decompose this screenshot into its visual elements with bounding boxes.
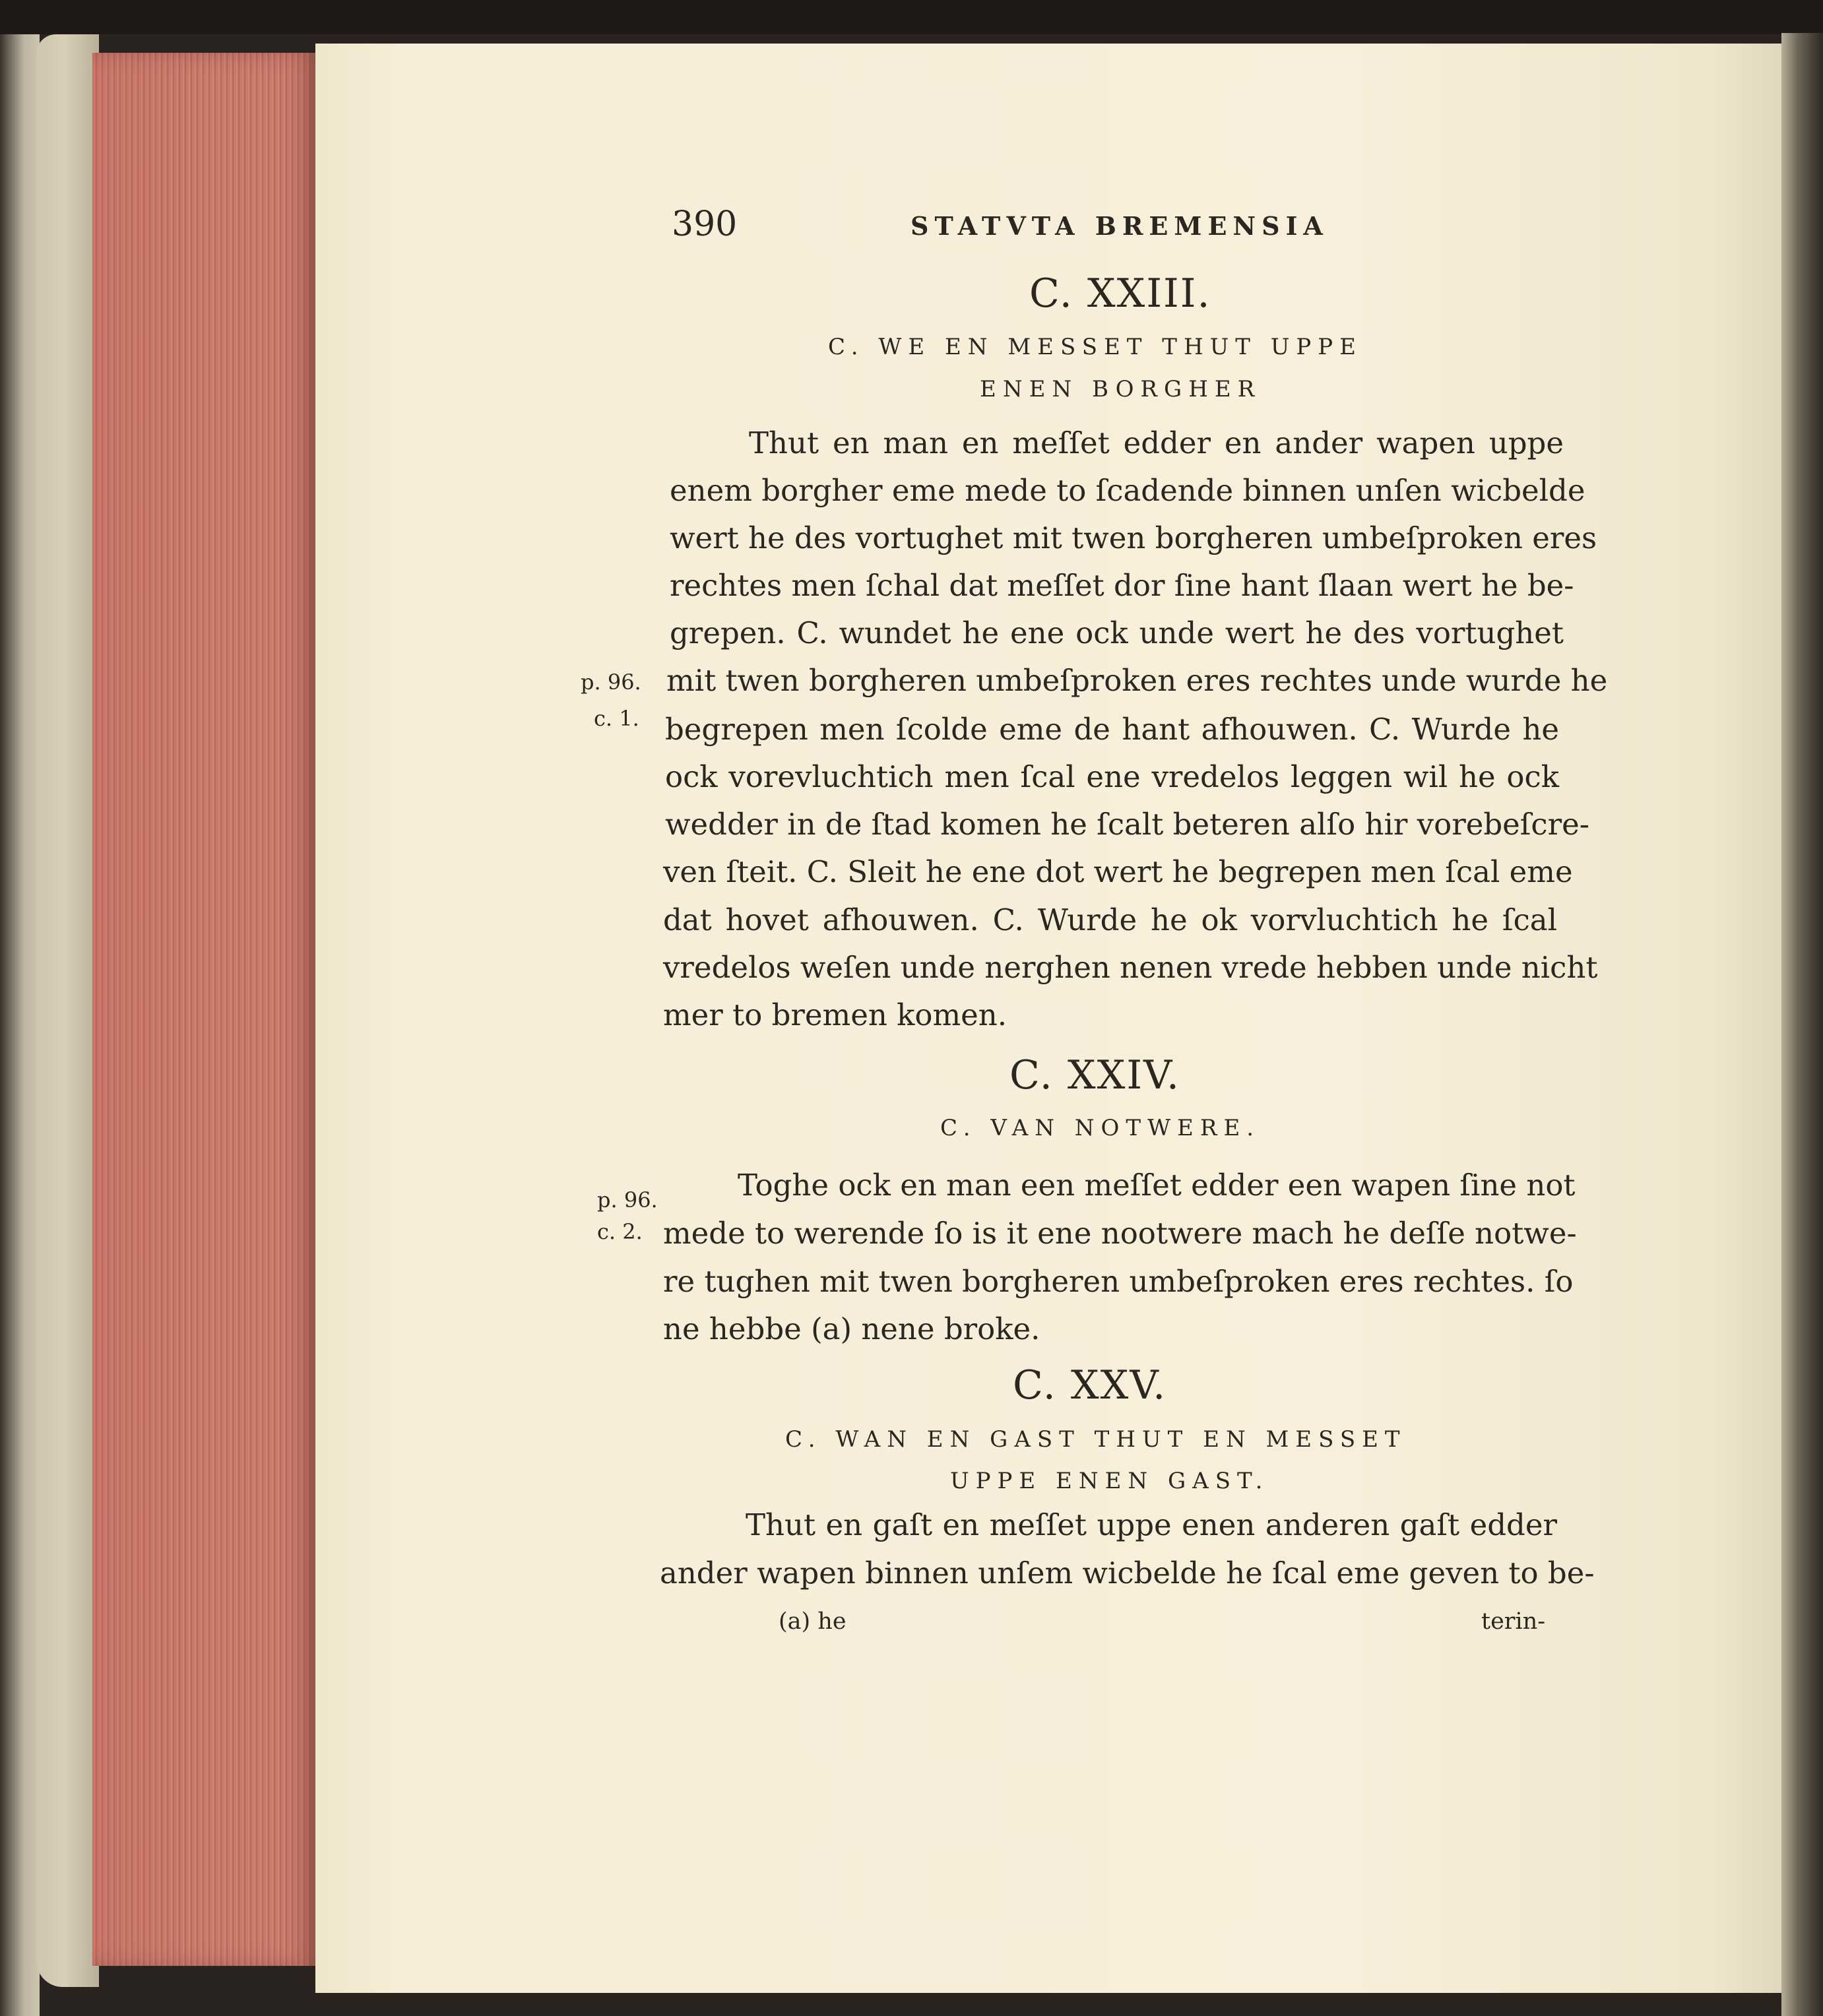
section-title: C. WE EN MESSET THUT UPPE [828,334,1362,360]
catchword: terin- [1481,1608,1546,1635]
margin-note: p. 96. [597,1187,658,1213]
text-line: ock vorevluchtich men ſcal ene vredelos leggen wil he ock [665,759,1559,794]
cover-top-edge [0,0,1823,34]
text-line: enem borgher eme mede to ſcadende binnen unſen wicbelde [670,473,1585,508]
text-line: begrepen men ſcolde eme de hant afhouwen. C. Wurde he [665,712,1559,747]
text-line: ven ſteit. C. Sleit he ene dot wert he begrepen men ſcal eme [663,854,1573,889]
section-title: UPPE ENEN GAST. [950,1468,1269,1494]
text-line: Thut en man en meſſet edder en ander wapen uppe [749,425,1564,460]
section-title: C. WAN EN GAST THUT EN MESSET [785,1426,1407,1453]
margin-note: p. 96. [581,670,641,695]
text-line: ne hebbe (a) nene broke. [663,1311,1040,1346]
chapter-heading: C. XXIII. [1029,270,1211,317]
footnote: (a) he [779,1608,847,1635]
section-title: ENEN BORGHER [980,376,1262,402]
text-line: Toghe ock en man een meſſet edder een wapen ſine not [738,1168,1576,1203]
chapter-heading: C. XXV. [1013,1362,1167,1408]
page-gutter [1781,33,1823,2016]
text-line: mit twen borgheren umbeſproken eres rechtes unde wurde he [666,663,1608,698]
chapter-heading: C. XXIV. [1009,1052,1180,1098]
margin-note: c. 2. [597,1219,643,1244]
cover-left-edge [0,34,40,2016]
margin-note: c. 1. [594,706,639,731]
text-line: Thut en gaſt en meſſet uppe enen anderen gaſt edder [746,1507,1557,1542]
text-line: dat hovet afhouwen. C. Wurde he ok vorvluchtich he ſcal [663,902,1557,937]
text-line: ander wapen binnen unſem wicbelde he ſcal eme geven to be- [660,1556,1595,1591]
text-line: wert he des vortughet mit twen borgheren umbeſproken eres [670,520,1597,555]
book-board [36,34,99,1987]
text-line: grepen. C. wundet he ene ock unde wert he des vortughet [670,615,1564,650]
text-line: rechtes men ſchal dat meſſet dor ſine hant ſlaan wert he be- [670,568,1574,603]
text-line: re tughen mit twen borgheren umbeſproken eres rechtes. ſo [663,1264,1574,1299]
running-head: STATVTA BREMENSIA [911,211,1329,241]
section-title: C. VAN NOTWERE. [940,1115,1261,1141]
text-line: mede to werende ſo is it ene nootwere mach he deſſe notwe- [663,1216,1577,1251]
text-line: mer to bremen komen. [663,997,1007,1032]
text-line: wedder in de ſtad komen he ſcalt beteren alſo hir vorebeſcre- [665,807,1589,842]
text-line: vredelos weſen unde nerghen nenen vrede hebben unde nicht [663,950,1598,985]
page-number: 390 [672,205,738,244]
